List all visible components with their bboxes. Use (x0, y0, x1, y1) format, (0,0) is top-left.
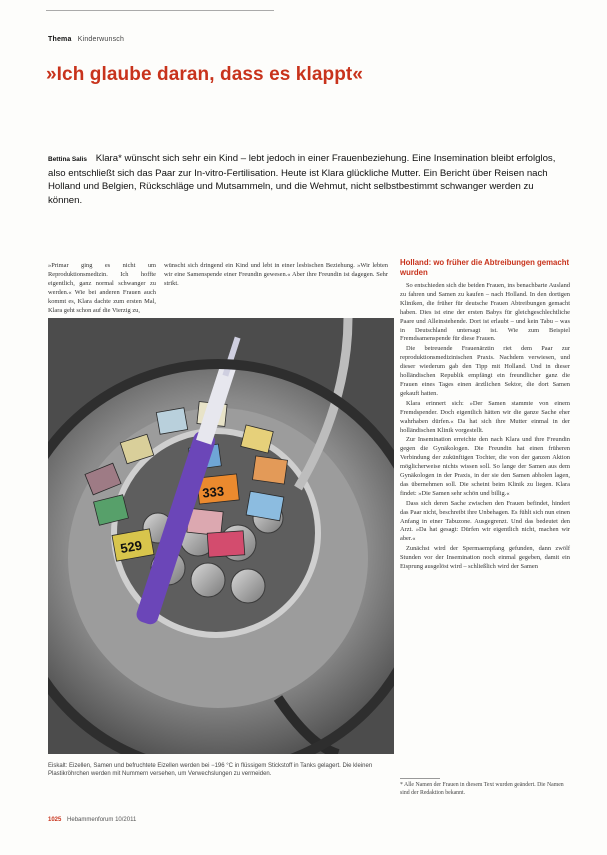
page-number: 1025 (48, 817, 62, 823)
photo-caption: Eiskalt: Eizellen, Samen und befruchtete Eizellen werden bei −196 °C in flüssigem Stickstoff in Tanks gelagert. Die kleinen Plastikröhrchen werden mit Nummern versehen, um Verwechslungen zu vermeiden. (48, 763, 373, 778)
top-rule (46, 10, 274, 11)
cryo-tank-illustration (48, 318, 394, 754)
section-rubric (48, 36, 124, 43)
footnote-rule (400, 778, 440, 779)
article-headline: »Ich glaube daran, dass es klappt« (46, 64, 364, 85)
cryo-tank-photo (48, 318, 394, 754)
author-name: Bettina Salis (48, 156, 88, 163)
paragraph: Die betreuende Frauenärztin riet dem Paar zur reproduktionsmedizinischen Praxis. Nachdem verwiesen, und dieser wiederum gab den Tipp mit Holland. Und in dieser holländischen Republik empfängt ein freundlicher ganz die Frauen eines Tages einen ärztlichen Sektor, die dort Samen gekauft hatten. (400, 345, 570, 397)
rubric-topic: Kinderwunsch (77, 36, 125, 43)
subheading: Holland: wo früher die Abtreibungen gemacht wurden (400, 258, 570, 277)
paragraph: So entschieden sich die beiden Frauen, ins benachbarte Ausland zu fahren und Samen zu kaufen – nach Holland. In den dortigen Kliniken, die früher für deutsche Frauen Abtreibungen gemacht haben. Dies ist eine der ersten Babys für gleichgeschlechtliche Paare und Alleinstehende. Dort ist erlaubt – und kein Tabu – was in Deutschland untersagt ist. Wie zum Beispiel Fremdsamenspende für diese Frauen. (400, 282, 570, 343)
tag-number: 529 (119, 537, 144, 557)
body-column-3 (400, 282, 570, 573)
page-footer (48, 817, 136, 823)
rubric-label: Thema (48, 36, 72, 43)
article-lead (48, 152, 568, 207)
paragraph: Klara erinnert sich: »Der Samen stammte von einem Fremdspender. Doch eigentlich hätten wir die ganze Sache eher wahrhaben dürfen.« Da hat sich ihre Mutter einmal in der holländischen Klinik vorgestellt. (400, 399, 570, 434)
paragraph: Dass sich deren Sache zwischen den Frauen befindet, hindert das Paar nicht, beschreibt ihre Unbehagen. Es fühlt sich nun einen Anfang in einer Tabuzone. Ausgegrenzt. Und das bedeutet den Arzt. »Da hat gesagt: Dürfen wir eigentlich nicht, machen wir aber.« (400, 499, 570, 543)
issue-number: 10/2011 (115, 817, 137, 823)
body-column-1: »Primar ging es nicht um Reproduktionsmedizin. Ich hoffte eigentlich, ganz normal schwanger zu werden.« Wie bei anderen Frauen auch kommt es, Klara dachte zum ersten Mal, Klara geht schon auf die Vierzig zu, (48, 262, 156, 314)
tag-number: 333 (201, 483, 225, 501)
publication-name: Hebammenforum (67, 817, 114, 823)
footnote: * Alle Namen der Frauen in diesem Text wurden geändert. Die Namen sind der Redaktion bekannt. (400, 782, 564, 796)
body-column-2: wünscht sich dringend ein Kind und lebt in einer lesbischen Beziehung. »Wir lebten wir eine Samenspende einer Freundin gewesen.« Aber ihre Freundin ist dagegen. Sehr strikt. (164, 262, 388, 287)
lead-text: Klara* wünscht sich sehr ein Kind – lebt jedoch in einer Frauenbeziehung. Eine Insemination bleibt erfolglos, also entschließt sich das Paar zur In-vitro-Fertilisation. Heute ist Klara glückliche Mutter. Ein Bericht über Reisen nach Holland und Belgien, Rückschläge und Mutsammeln, und die Wehmut, nicht selbstbestimmt schwanger werden zu können. (48, 153, 556, 206)
paragraph: Zur Insemination erreichte den nach Klara und ihre Freundin gegen die Gynäkologen. Die Freundin hat einen früheren Verbindung der zukünftigen Tochter, die von der ganzen Aktion möglicherweise nichts wissen soll. So lange der Samen aus dem Gynäkologen in der Praxis, in der sie den Samen abholen lagen, das übernehmen soll. Die scheint beim Klinik zu liegen. Klara findet: »Die Samen sehr schön und billig.« (400, 436, 570, 497)
paragraph: Zunächst wird der Spermaempfang gefunden, dann zwölf Stunden vor der Insemination noch einmal gegeben, damit ein Eisprung ausgelöst wird – schließlich wird der Samen (400, 545, 570, 571)
